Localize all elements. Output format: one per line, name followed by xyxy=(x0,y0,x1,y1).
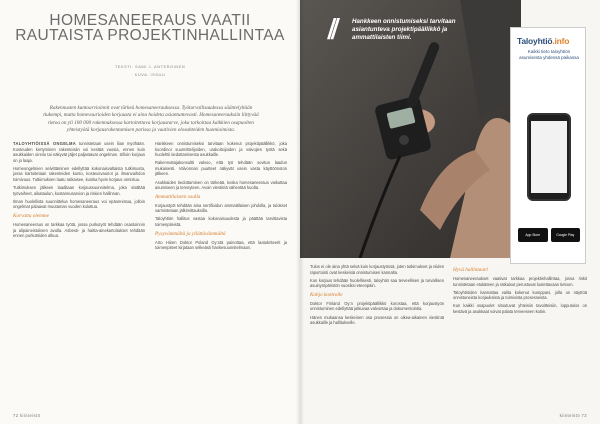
article-ingress: Rakennusten kuntoarvioinnit ovat tärkeä homesaneerauksessa. Työturvallisuudessa sääntelyltään tiukempi, mutta homevaurioiden korjausta ei aina hoideta asiantuntevasti. Homesaneerauksiin liittyvää tietoa on yli 100 000 rakennuksessa kartoitettava korjaustarve, joka tarkoittaa kaikkien osapuolten yhteistyötä korjausrakentamisen parissa ja vaativien olosuhteiden huomioimista. xyxy=(43,105,259,134)
app-store-badge[interactable]: App Store xyxy=(518,228,548,242)
paragraph: Taloyhtiön hallitus vastaa kokonaisuudesta ja päättää tarvittavista toimenpiteistä. xyxy=(155,216,287,228)
byline-author: TEKSTI: SAMI J. ANTEROINEN xyxy=(114,64,186,69)
right-column-1 xyxy=(310,264,444,412)
paragraph: TALOYHTIÖISSÄ ONGELMA tunnistetaan usein liian myöhään. Kosteuden kertyminen rakenteisiin voi kestää vuosia, ennen kuin asukkaiden oireilu tai näkyvät jäljet paljastavat ongelman. Silloin korjaus on jo laaja. xyxy=(13,141,145,163)
right-column-2 xyxy=(453,264,587,412)
subheading: Kohjo kontrolle xyxy=(310,291,343,298)
page-folio: 72 kiinteistö xyxy=(13,413,41,418)
paragraph: Doktor Finland Oy:n projektipäällikkö korostaa, että korjaustyön onnistuminen edellyttää jatkuvaa valvontaa ja dokumentointia. xyxy=(310,300,444,312)
paragraph: Kun korjaus tehdään huolellisesti, taloyhtiö saa terveellisen ja turvallisen asuinympäristön vuosiksi eteenpäin. xyxy=(310,277,444,289)
lead-in: TALOYHTIÖISSÄ ONGELMA xyxy=(13,141,77,146)
phone-screen xyxy=(531,121,567,193)
phone-icon xyxy=(527,113,571,201)
paragraph: Ilman huolellista suunnittelua homesaneeraus voi epäonnistua, jolloin ongelmat palaavat muutaman vuoden kuluttua. xyxy=(13,198,145,210)
left-column-2 xyxy=(155,141,287,409)
ad-logo xyxy=(517,36,581,60)
subheading: Hyvä hallintaan! xyxy=(453,267,489,273)
byline-photo: KUVA: ISSUU xyxy=(134,72,166,77)
paragraph: Tutkimuksen jälkeen laaditaan korjaussuunnitelma, joka sisältää työvaiheet, aikataulun, kustannusarvion ja riskien hallinnan. xyxy=(13,185,145,196)
pull-quote: Hankkeen onnistumiseksi tarvitaan asiantunteva projektipäällikkö ja ammattilaisten tiimi. xyxy=(352,18,456,41)
article-photo xyxy=(300,0,521,258)
article-headline: HOMESANEERAUS VAATII RAUTAISTA PROJEKTINHALLINTAA xyxy=(15,12,285,44)
paragraph: Rakennuttajakonsultti valvoo, että työ tehdään sovitun laadun mukaisesti. Valvonnan puutteet näkyvät usein vasta käyttöönoton jälkeen. xyxy=(155,160,287,177)
store-badges xyxy=(518,228,580,242)
left-column-1 xyxy=(13,141,145,409)
quote-mark-icon: // xyxy=(327,14,334,44)
paragraph: Homeongelmien selvittäminen edellyttää kokonaisvaltaista tutkimusta, jossa kartoitetaan rakenteiden kunto, kosteusvauriot ja ilmanvaihdon toimivuus. Tutkimuksen laatu ratkaisee, kuinka hyvin korjaus onnistuu. xyxy=(13,165,145,183)
subheading: Korvattu olemme xyxy=(13,213,49,220)
subheading: Pysyvämmältä ja yllättävämmältä xyxy=(155,230,226,237)
left-page-columns xyxy=(13,141,287,409)
advertisement[interactable] xyxy=(510,27,586,264)
right-page-columns xyxy=(310,264,587,412)
paragraph: Tulos ei ole aina yhtä selvä kuin korjaustyössä, joten tutkimukset ja niiden raportointi ovat keskeisiä onnistumisen kannalta. xyxy=(310,264,444,275)
paragraph: Korjaustyöt tehdään aina sertifioidun ammattilaisen johdolla, ja tulokset varmistetaan jälkimittauksilla. xyxy=(155,202,287,214)
page-folio: kiinteistö 73 xyxy=(559,413,587,418)
ad-tagline: Kaikki tieto taloyhtiön asumisesta yhdessä paikassa xyxy=(519,49,579,60)
subheading: Ammattilaisten osalla xyxy=(155,193,201,200)
paragraph: Arto Hiiren Doktor Poland Oy:stä painottaa, että laatukriteerit ja toimenpiteet kirjataan selkeästi hankesuunnitelmaan. xyxy=(155,239,287,251)
paragraph: Hänen mukaansa keskeinen osa prosessia on oikea-aikainen viestintä asukkaille ja hallitukselle. xyxy=(310,314,444,326)
ad-logo-title: Taloyhtiö.info xyxy=(517,36,570,46)
paragraph: Asukkaiden tiedottaminen on tärkeää, koska homesaneeraus vaikuttaa asumiseen ja terveyteen. Avoin viestintä vähentää huolta. xyxy=(155,179,287,191)
paragraph: Homesaneeraukset vaativat tarkkaa projektinhallintaa, jossa riskit tunnistetaan etukäteen ja ratkaisut perustuvat luotettavaan tietoon. xyxy=(453,276,587,287)
paragraph: Kun kaikki osapuolet sitoutuvat yhteisiin tavoitteisiin, lopputulos on kestävä ja asukkaat voivat palata terveeseen kotiin. xyxy=(453,303,587,314)
paragraph: Homesaneeraus on tarkkaa työtä, jossa purkutyöt tehdään osastoinnin ja alipaineistuksen avulla. Asbesti- ja haitta-ainekartoitukset tehdään ennen purkutöiden alkua. xyxy=(13,222,145,239)
google-play-badge[interactable]: Google Play xyxy=(551,228,581,242)
paragraph: Taloyhtiöiden kannattaa valita kokenut kumppani, jolla on näyttöä onnistuneista korjauksista ja toimivista prosesseista. xyxy=(453,289,587,301)
paragraph: Hankkeen onnistumiseksi tarvitaan kokenut projektipäällikkö, joka koordinoi suunnittelijoiden, urakoitsijoiden ja valvojien työtä sekä huolehtii tiedottamisesta asukkaille. xyxy=(155,141,287,158)
